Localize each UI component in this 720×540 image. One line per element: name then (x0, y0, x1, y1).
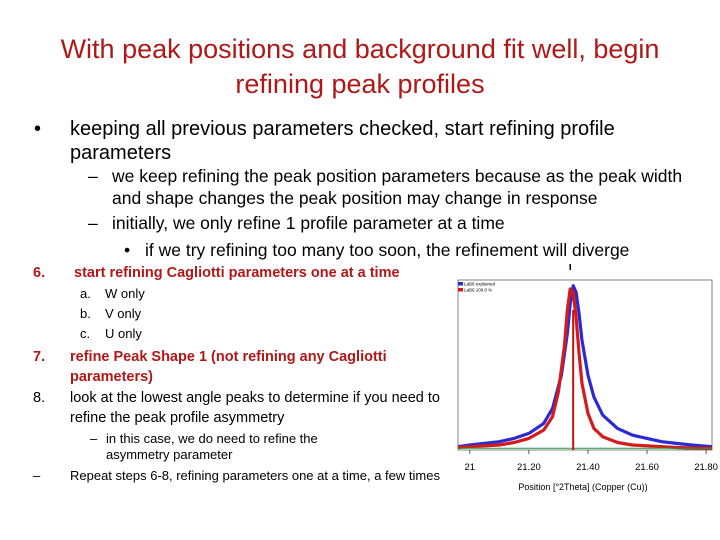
note-marker: – (90, 431, 98, 446)
x-tick-label: 21.40 (576, 462, 600, 473)
substep-text: V only (105, 306, 142, 321)
sub-bullet-marker: – (88, 166, 98, 186)
substep-text: U only (105, 326, 142, 341)
sub-bullet-text: initially, we only refine 1 profile parameter at a time (112, 213, 505, 233)
sub-sub-bullet-text: if we try refining too many too soon, the refinement will diverge (145, 240, 630, 260)
step-text: start refining Cagliotti parameters one at a time (74, 265, 400, 281)
x-tick-label: 21.80 (694, 462, 718, 473)
substep-letter: b. (80, 306, 91, 321)
note-text: in this case, we do need to refine the asymmetry parameter (106, 431, 318, 462)
step-number: 7. (33, 349, 46, 365)
legend-swatch-red (458, 288, 463, 292)
x-axis-label: Position [°2Theta] (Copper (Cu)) (518, 482, 648, 492)
bullet-text: keeping all previous parameters checked, start refining profile parameters (70, 118, 615, 164)
step-number: 6. (33, 265, 46, 281)
x-tick-label: 21.20 (516, 462, 541, 473)
slide-title: With peak positions and background fit well, begin refining peak profiles (60, 34, 660, 99)
step-number: 8. (33, 390, 46, 406)
diffraction-peak-chart (450, 258, 720, 498)
x-tick-label: 21 (464, 462, 476, 473)
x-axis-ticks (465, 450, 718, 473)
x-tick-label: 21.60 (635, 462, 659, 473)
substep-letter: a. (80, 286, 91, 301)
sub-bullet-marker: – (88, 213, 98, 233)
bullet-marker: • (34, 118, 42, 140)
legend-entry: LaB6 explained (464, 281, 496, 287)
step-text: refine Peak Shape 1 (not refining any Cagliotti parameters) (70, 349, 387, 385)
substep-letter: c. (80, 326, 91, 341)
step-text: look at the lowest angle peaks to determine if you need to refine the peak profile asymmetry (70, 390, 440, 426)
substep-text: W only (105, 286, 145, 301)
sub-bullet-text: we keep refining the peak position parameters because as the peak width and shape changes the peak position may change in response (112, 166, 683, 208)
sub-sub-bullet-marker: • (124, 240, 131, 260)
legend-swatch-blue (458, 282, 463, 286)
note-text: Repeat steps 6-8, refining parameters one at a time, a few times (70, 468, 440, 483)
note-marker: – (33, 468, 41, 483)
legend-entry: LaB6 100.0 % (464, 287, 493, 293)
